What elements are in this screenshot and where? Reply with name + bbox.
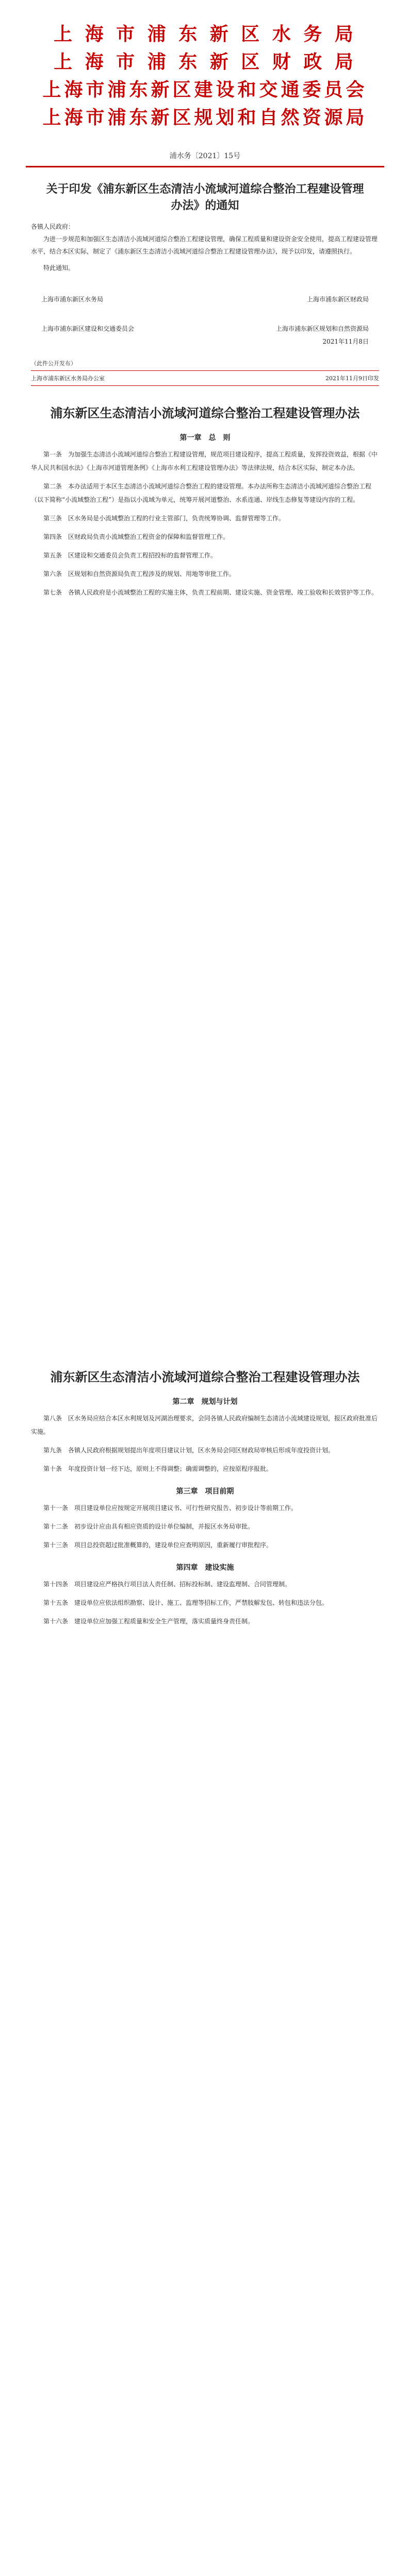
footer-office: 上海市浦东新区水务局办公室	[31, 375, 105, 382]
issue-date: 2021年11月8日	[322, 338, 369, 345]
measures-title: 浦东新区生态清洁小流域河道综合整治工程建设管理办法	[50, 1369, 360, 1384]
article: 第十五条 建设单位应依法组织勘察、设计、施工、监理等招标工作，严禁肢解发包、转包和违法分包。	[43, 1599, 329, 1606]
article: 第十三条 项目总投资超过批准概算的，建设单位应查明原因，重新履行审批程序。	[43, 1541, 273, 1549]
signer-left: 上海市浦东新区水务局	[41, 296, 104, 303]
agency-header-line: 上 海 市 浦 东 新 区 水 务 局	[54, 23, 356, 45]
chapter-heading: 第二章 规划与计划	[172, 1398, 238, 1406]
chapter-heading: 第三章 项目前期	[176, 1487, 234, 1496]
notice-page	[26, 21, 384, 1319]
signature-row	[41, 295, 369, 303]
footer-divider	[31, 385, 379, 386]
agency-header-line: 上 海 市 浦 东 新 区 财 政 局	[54, 51, 356, 73]
measures-page	[26, 1350, 384, 2576]
signer-right: 上海市浦东新区财政局	[306, 296, 369, 303]
signature-row	[41, 324, 369, 333]
article: 第十四条 项目建设应严格执行项目法人责任制、招标投标制、建设监理制、合同管理制。	[43, 1581, 291, 1588]
article: 第十一条 项目建设单位应按规定开展项目建议书、可行性研究报告、初步设计等前期工作。	[43, 1504, 298, 1512]
notice-paragraph: 为进一步规范和加强区生态清洁小流域河道综合整治工程建设管理，确保工程质量和建设资金安全使用，提高工程建设管理水平，结合本区实际，制定了《浦东新区生态清洁小流域河道综合整治工程建设管理办法》，现予以印发，请遵照执行。	[31, 235, 378, 255]
article: 第三条 区水务局是小流域整治工程的行业主管部门，负责统筹协调、监督管理等工作。	[43, 515, 285, 522]
agency-header-line: 上海市浦东新区建设和交通委员会	[42, 79, 368, 100]
red-divider	[26, 166, 384, 167]
publication-note: （此件公开发布）	[31, 360, 76, 367]
article: 第四条 区财政局负责小流域整治工程资金的保障和监督管理工作。	[43, 533, 229, 540]
salutation: 各镇人民政府：	[31, 223, 75, 230]
article: 第五条 区建设和交通委员会负责工程招投标的监督管理工作。	[43, 552, 217, 559]
chapter-heading: 第一章 总 则	[179, 434, 231, 442]
article: 第十六条 建设单位应加强工程质量和安全生产管理，落实质量终身责任制。	[43, 1618, 254, 1625]
measures-title: 浦东新区生态清洁小流域河道综合整治工程建设管理办法	[50, 405, 360, 420]
date-row	[41, 337, 369, 346]
article: 第十条 年度投资计划一经下达，原则上不得调整；确需调整的，应按原程序报批。	[43, 1465, 273, 1472]
footer-row	[31, 374, 379, 382]
article: 第十二条 初步设计应由具有相应资质的设计单位编制，并报区水务局审批。	[43, 1523, 254, 1530]
article: 第六条 区规划和自然资源局负责工程涉及的规划、用地等审批工作。	[43, 570, 236, 578]
notice-title: 关于印发《浦东新区生态清洁小流域河道综合整治工程建设管理办法》的通知	[46, 182, 364, 212]
signer-right: 上海市浦东新区规划和自然资源局	[275, 325, 369, 332]
footer-print-date: 2021年11月9日印发	[325, 375, 379, 382]
chapter-heading: 第四章 建设实施	[176, 1564, 234, 1572]
agency-header-line: 上海市浦东新区规划和自然资源局	[42, 107, 368, 128]
article: 第九条 各镇人民政府根据规划提出年度项目建议计划，区水务局会同区财政局审核后形成年度投资计划。	[43, 1447, 335, 1454]
document-number: 浦水务〔2021〕15号	[169, 152, 241, 160]
article: 第二条 本办法适用于本区生态清洁小流域河道综合整治工程的建设管理。本办法所称生态清洁小流域河道综合整治工程（以下简称“小流域整治工程”）是指以小流域为单元，统筹开展河道整治、水系连通、岸线生态修复等建设内容的工程。	[31, 483, 372, 503]
footer-divider	[31, 370, 379, 371]
signer-left: 上海市浦东新区建设和交通委员会	[41, 325, 135, 332]
notice-paragraph: 特此通知。	[43, 264, 75, 272]
article: 第七条 各镇人民政府是小流域整治工程的实施主体，负责工程前期、建设实施、资金管理、竣工验收和长效管护等工作。	[43, 589, 378, 596]
article: 第八条 区水务局应结合本区水利规划及河湖治理要求，会同各镇人民政府编制生态清洁小流域建设规划，报区政府批准后实施。	[31, 1415, 378, 1435]
article: 第一条 为加强生态清洁小流域河道综合整治工程建设管理，规范项目建设程序，提高工程质量，发挥投资效益，根据《中华人民共和国水法》《上海市河道管理条例》《上海市水利工程建设管理办法》等法律法规，结合本区实际，制定本办法。	[31, 451, 378, 471]
